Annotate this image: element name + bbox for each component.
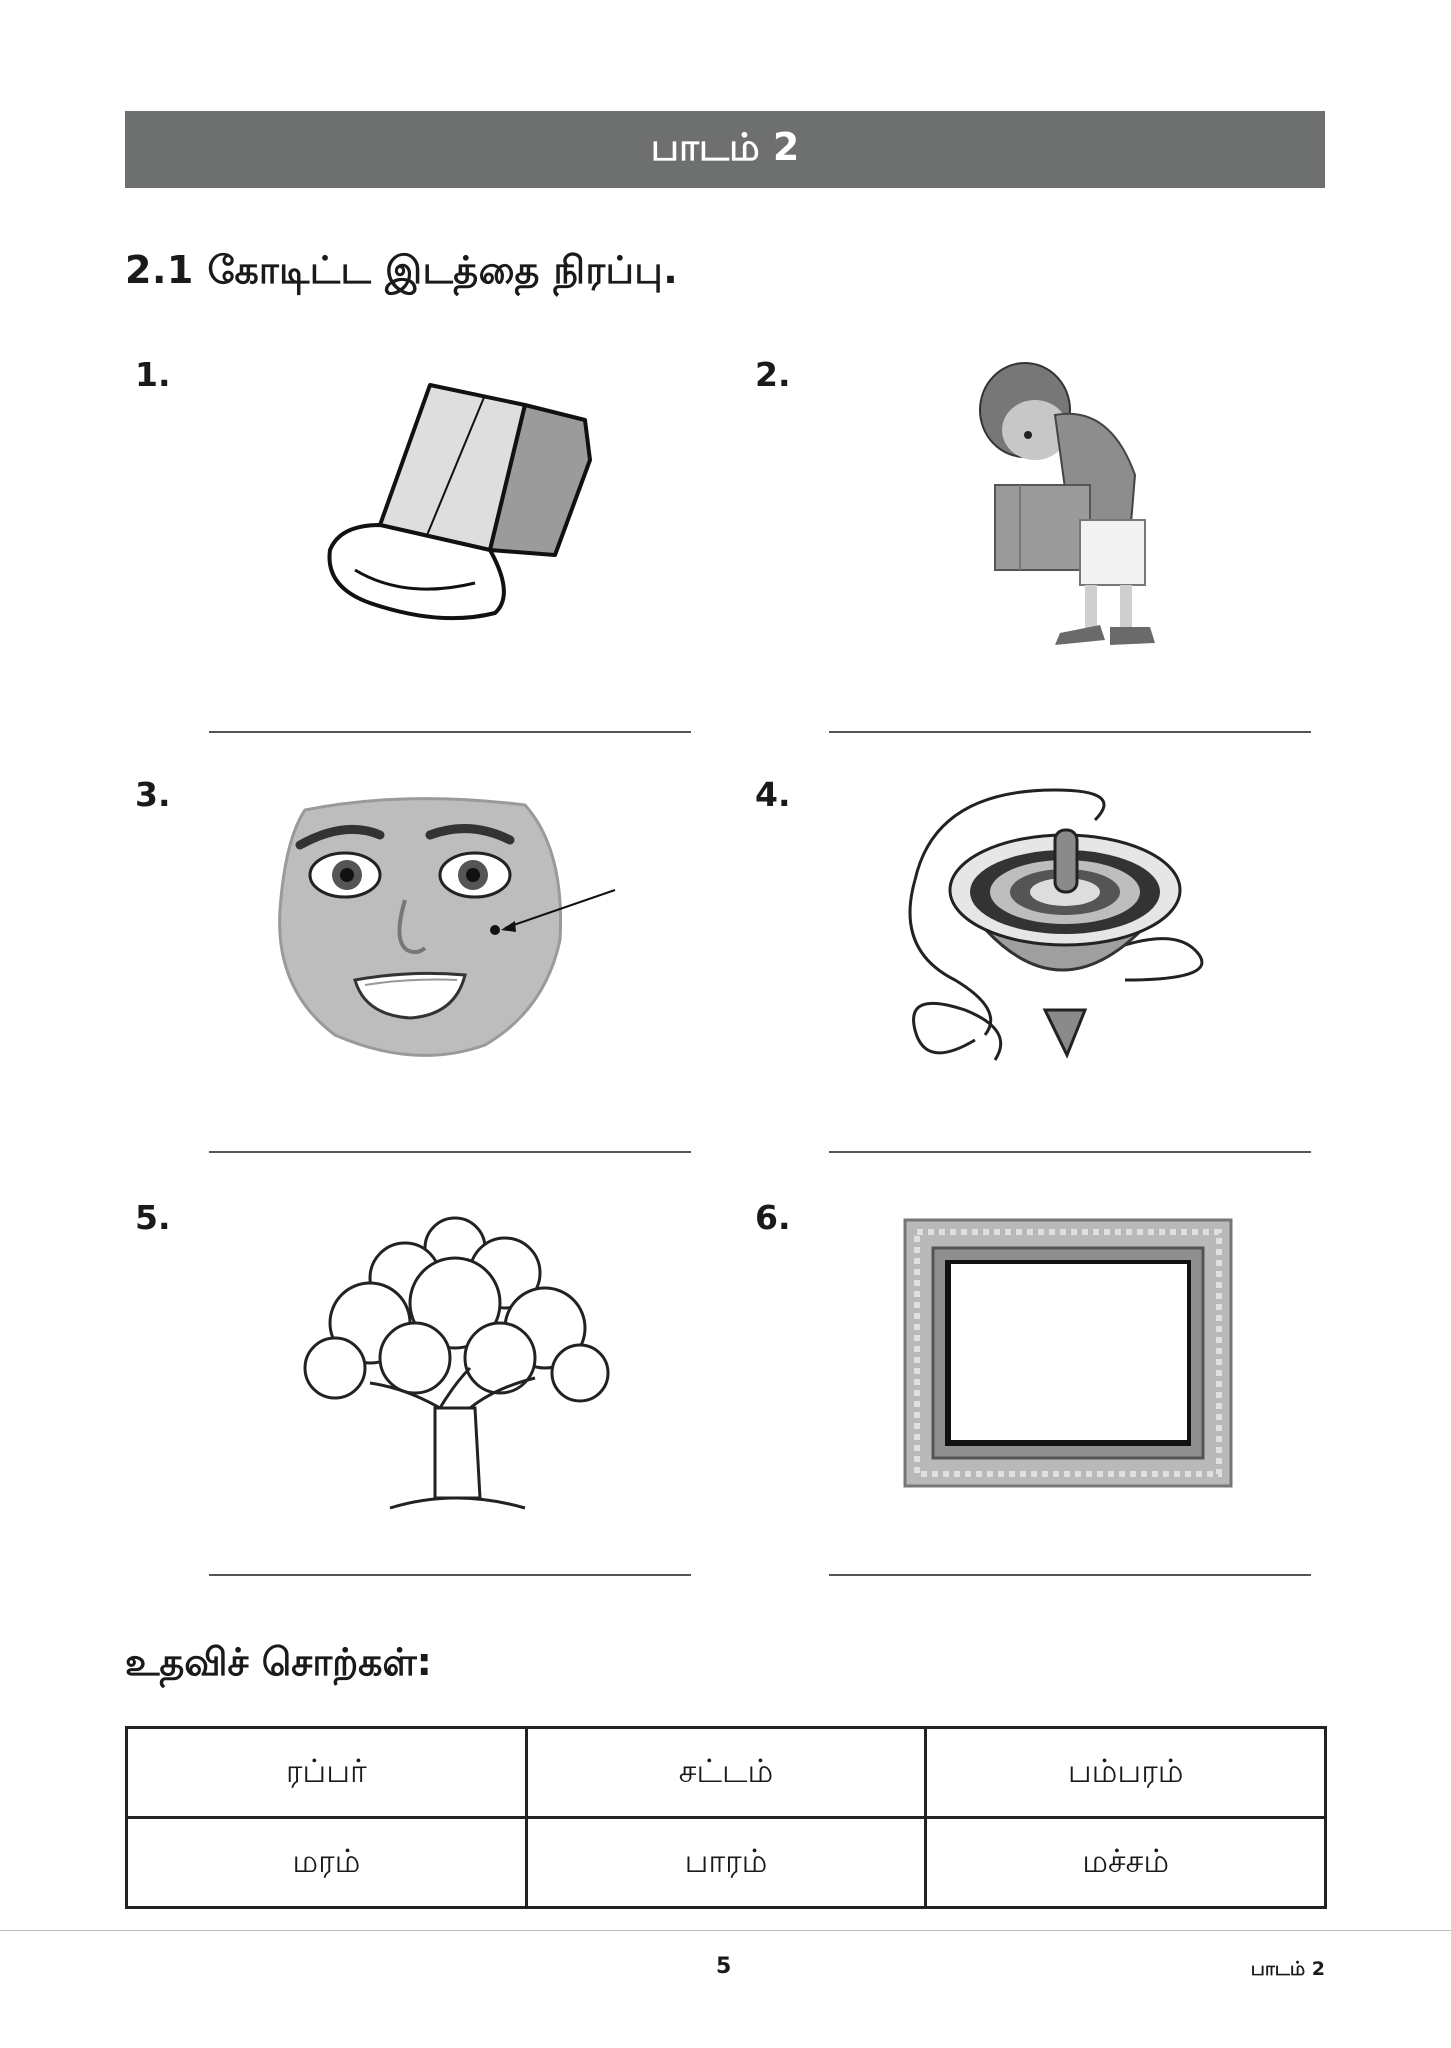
helper-words-title: உதவிச் சொற்கள்: <box>125 1640 432 1684</box>
item-number: 2. <box>755 355 791 394</box>
answer-line[interactable] <box>209 1574 691 1576</box>
page-number: 5 <box>716 1954 732 1979</box>
exercise-item-6 <box>745 1198 1365 1618</box>
face-with-mole-icon <box>265 790 665 1070</box>
footer-divider <box>0 1930 1451 1931</box>
boy-carrying-box-icon <box>960 355 1180 655</box>
exercise-item-4 <box>745 775 1365 1195</box>
footer-lesson-label: பாடம் 2 <box>1250 1958 1325 1980</box>
table-row <box>127 1728 1326 1818</box>
lesson-title: பாடம் 2 <box>650 124 800 169</box>
word-cell: மரம் <box>127 1818 527 1908</box>
exercise-title: 2.1 கோடிட்ட இடத்தை நிரப்பு. <box>125 248 679 292</box>
word-cell: பாரம் <box>526 1818 926 1908</box>
item-number: 5. <box>135 1198 171 1237</box>
answer-line[interactable] <box>209 1151 691 1153</box>
spinning-top-icon <box>895 780 1225 1080</box>
table-row <box>127 1818 1326 1908</box>
word-cell: மச்சம் <box>926 1818 1326 1908</box>
eraser-icon <box>310 365 610 635</box>
exercise-item-3 <box>125 775 745 1195</box>
exercise-item-1 <box>125 355 745 775</box>
item-number: 6. <box>755 1198 791 1237</box>
word-cell: ரப்பர் <box>127 1728 527 1818</box>
answer-line[interactable] <box>209 731 691 733</box>
picture-frame-icon <box>903 1218 1233 1488</box>
helper-words-table <box>125 1726 1327 1909</box>
answer-line[interactable] <box>829 731 1311 733</box>
item-number: 1. <box>135 355 171 394</box>
item-number: 4. <box>755 775 791 814</box>
lesson-banner <box>125 111 1325 188</box>
answer-line[interactable] <box>829 1151 1311 1153</box>
tree-icon <box>295 1208 615 1518</box>
word-cell: பம்பரம் <box>926 1728 1326 1818</box>
exercise-item-5 <box>125 1198 745 1618</box>
exercise-item-2 <box>745 355 1365 775</box>
item-number: 3. <box>135 775 171 814</box>
answer-line[interactable] <box>829 1574 1311 1576</box>
word-cell: சட்டம் <box>526 1728 926 1818</box>
